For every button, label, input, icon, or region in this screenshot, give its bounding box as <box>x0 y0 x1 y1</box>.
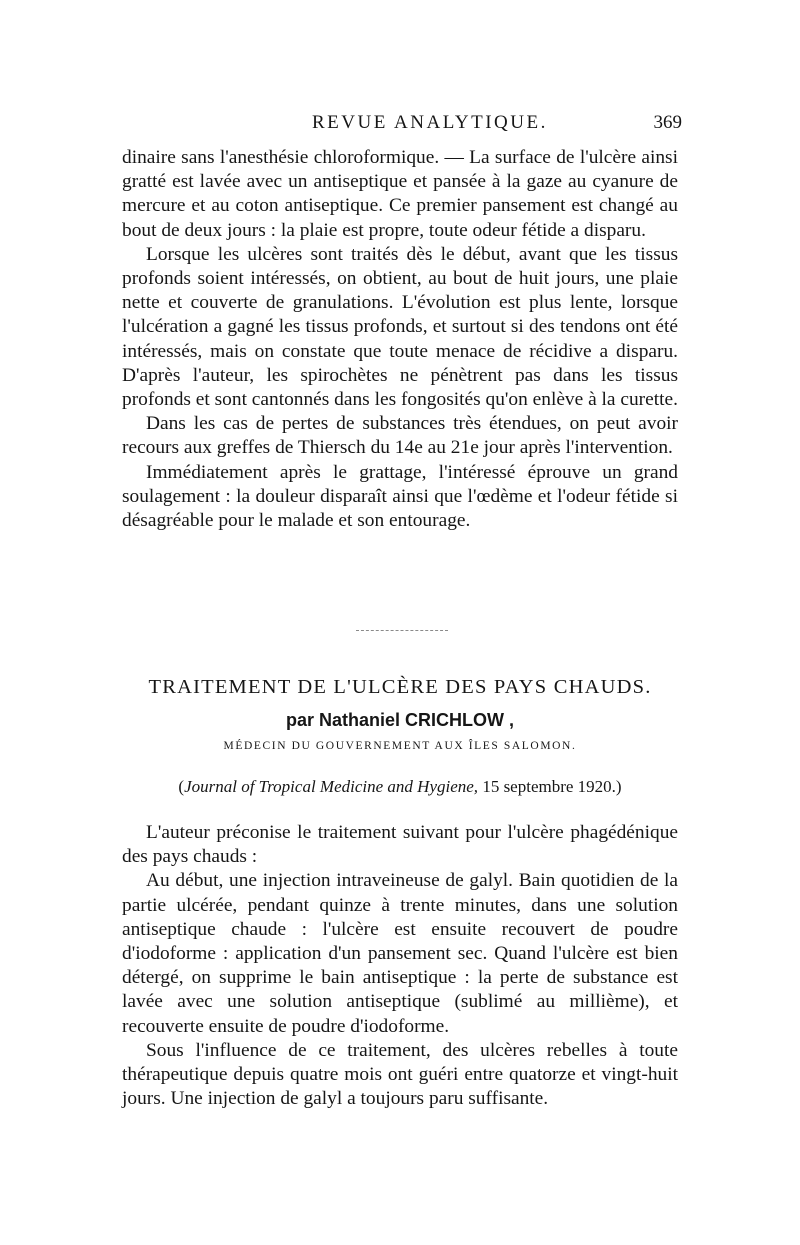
author-affiliation: MÉDECIN DU GOUVERNEMENT AUX ÎLES SALOMON. <box>223 740 577 752</box>
running-title: REVUE ANALYTIQUE. <box>312 112 548 133</box>
paragraph: Dans les cas de pertes de substances très étendues, on peut avoir recours aux greffes de Thiersch du 14e au 21e jour après l'intervention. <box>122 413 678 459</box>
paragraph: dinaire sans l'anesthésie chloroformique. — La surface de l'ulcère ainsi gratté est lavée avec un antiseptique et pansée à la gaze au cyanure de mercure et au coton antiseptique. Ce premier pansement est changé au bout de deux jours : la plaie est propre, toute odeur fétide a disparu. <box>122 147 678 241</box>
citation-journal: Journal of Tropical Medicine and Hygiene, <box>184 777 479 796</box>
paragraph: Immédiatement après le grattage, l'intéressé éprouve un grand soulagement : la douleur disparaît ainsi que l'œdème et l'odeur fétide si désagréable pour le malade et son entourage. <box>122 461 678 532</box>
paragraph: L'auteur préconise le traitement suivant pour l'ulcère phagédénique des pays chauds : <box>122 822 678 868</box>
previous-article-conclusion <box>122 146 678 533</box>
citation-date: 15 septembre 1920.) <box>478 777 622 796</box>
article-title: TRAITEMENT DE L'ULCÈRE DES PAYS CHAUDS. <box>148 676 652 698</box>
journal-citation <box>122 777 678 797</box>
paragraph: Sous l'influence de ce traitement, des ulcères rebelles à toute thérapeutique depuis quatre mois ont guéri entre quatorze et vingt-huit jours. Une injection de galyl a toujours paru suffisante. <box>122 1039 678 1110</box>
article-byline: par Nathaniel CRICHLOW , <box>285 710 514 730</box>
citation-open-paren: ( <box>178 777 185 796</box>
paragraph: Au début, une injection intraveineuse de galyl. Bain quotidien de la partie ulcérée, pendant quinze à trente minutes, dans une solution antiseptique chaude : l'ulcère est ensuite recouvert de poudre d'iodoforme : application d'un pansement sec. Quand l'ulcère est bien détergé, on supprime le bain antiseptique : la perte de substance est lavée avec une solution antiseptique (sublimé au millième), et recouverte ensuite de poudre d'iodoforme. <box>122 870 678 1037</box>
running-head <box>122 112 682 140</box>
page-number: 369 <box>653 112 682 133</box>
paragraph: Lorsque les ulcères sont traités dès le début, avant que les tissus profonds soient intéressés, on obtient, au bout de huit jours, une plaie nette et couverte de granulations. L'évolution est plus lente, lorsque l'ulcération a gagné les tissus profonds, et surtout si des tendons ont été intéressés, mais on constate que toute menace de récidive a disparu. D'après l'auteur, les spirochètes ne pénètrent pas dans les tissus profonds et sont cantonnés dans les fongosités qu'on enlève à la curette. <box>122 243 678 411</box>
article-body <box>122 821 678 1111</box>
section-separator <box>356 630 448 632</box>
